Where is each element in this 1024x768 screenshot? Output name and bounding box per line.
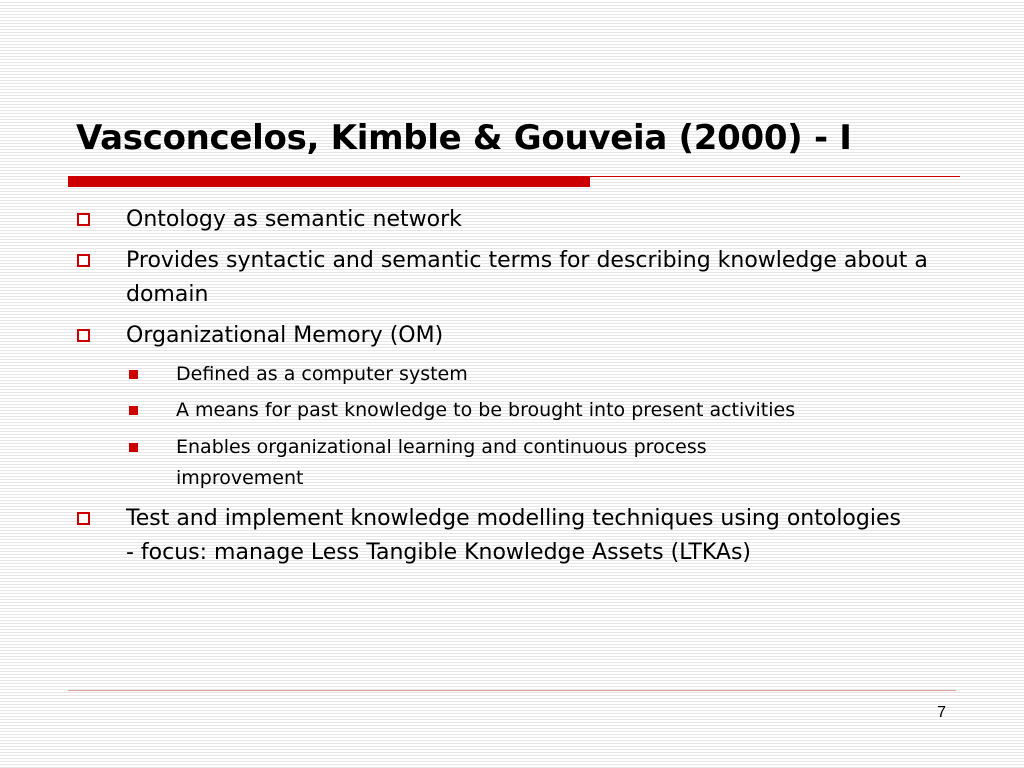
sub-bullet-text: A means for past knowledge to be brought into present activities [176,399,796,421]
hollow-square-bullet-icon [77,213,90,226]
sub-bullet-item [176,359,916,390]
footer-divider [68,690,956,691]
bullet-text: Test and implement knowledge modelling techniques using ontologies - focus: manage Less Tangible Knowledge Assets (LTKAs) [126,506,901,565]
sub-bullet-item [176,395,916,426]
bullet-item [126,203,946,237]
bullet-text: Organizational Memory (OM) [126,323,444,348]
page-number: 7 [937,704,946,721]
bullet-item [126,502,906,570]
filled-square-bullet-icon [129,443,138,452]
bullet-text: Ontology as semantic network [126,207,462,232]
bullet-item [126,244,946,312]
bullet-item [126,319,946,353]
sub-bullet-item [176,432,826,494]
sub-bullet-text: Defined as a computer system [176,363,468,385]
sub-bullet-text: Enables organizational learning and continuous process improvement [176,436,707,489]
hollow-square-bullet-icon [77,254,90,267]
hollow-square-bullet-icon [77,512,90,525]
filled-square-bullet-icon [129,406,138,415]
hollow-square-bullet-icon [77,329,90,342]
filled-square-bullet-icon [129,370,138,379]
slide-title: Vasconcelos, Kimble & Gouveia (2000) - I [76,118,852,158]
bullet-text: Provides syntactic and semantic terms for describing knowledge about a domain [126,248,928,307]
